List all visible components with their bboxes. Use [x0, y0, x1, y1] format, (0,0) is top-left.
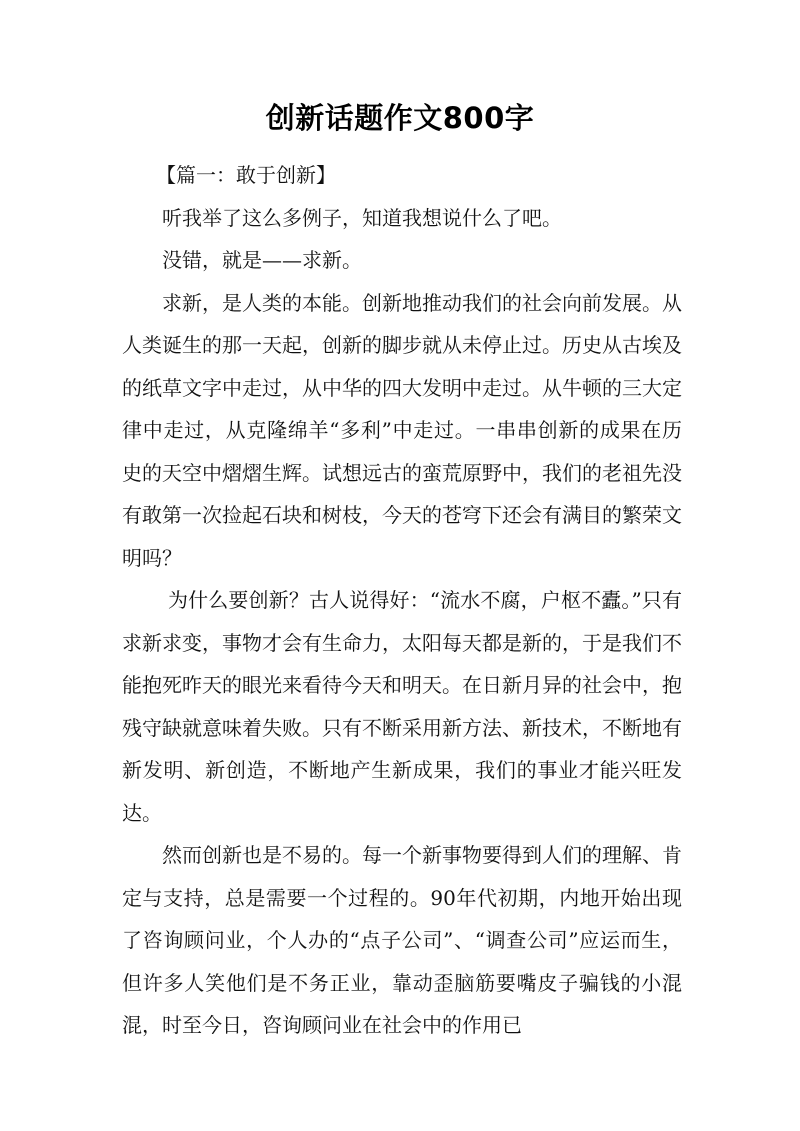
section-heading: 【篇一：敢于创新】 [156, 163, 336, 187]
paragraph: 然而创新也是不易的。每一个新事物要得到人们的理解、肯定与支持，总是需要一个过程的。90年代初期，内地开始出现了咨询顾问业，个人办的“点子公司”、“调查公司”应运而生，但许多人笑他们是不务正业，靠动歪脑筋要嘴皮子骗钱的小混混，时至今日，咨询顾问业在社会中的作用已 [122, 843, 682, 1037]
paragraph: 求新，是人类的本能。创新地推动我们的社会向前发展。从人类诞生的那一天起，创新的脚步就从未停止过。历史从古埃及的纸草文字中走过，从中华的四大发明中走过。从牛顿的三大定律中走过，从克隆绵羊“多利”中走过。一串串创新的成果在历史的天空中熠熠生辉。试想远古的蛮荒原野中，我们的老祖先没有敢第一次捡起石块和树枝，今天的苍穹下还会有满目的繁荣文明吗？ [122, 290, 682, 570]
document-body [122, 154, 682, 1047]
paragraph: 听我举了这么多例子，知道我想说什么了吧。 [162, 205, 562, 230]
paragraph: 没错，就是——求新。 [162, 248, 362, 272]
document-title: 创新话题作文800字 [265, 101, 535, 135]
paragraph: 为什么要创新？古人说得好：“流水不腐，户枢不蠹。”只有求新求变，事物才会有生命力，太阳每天都是新的，于是我们不能抱死昨天的眼光来看待今天和明天。在日新月异的社会中，抱残守缺就意味着失败。只有不断采用新方法、新技术，不断地有新发明、新创造，不断地产生新成果，我们的事业才能兴旺发达。 [122, 588, 682, 825]
